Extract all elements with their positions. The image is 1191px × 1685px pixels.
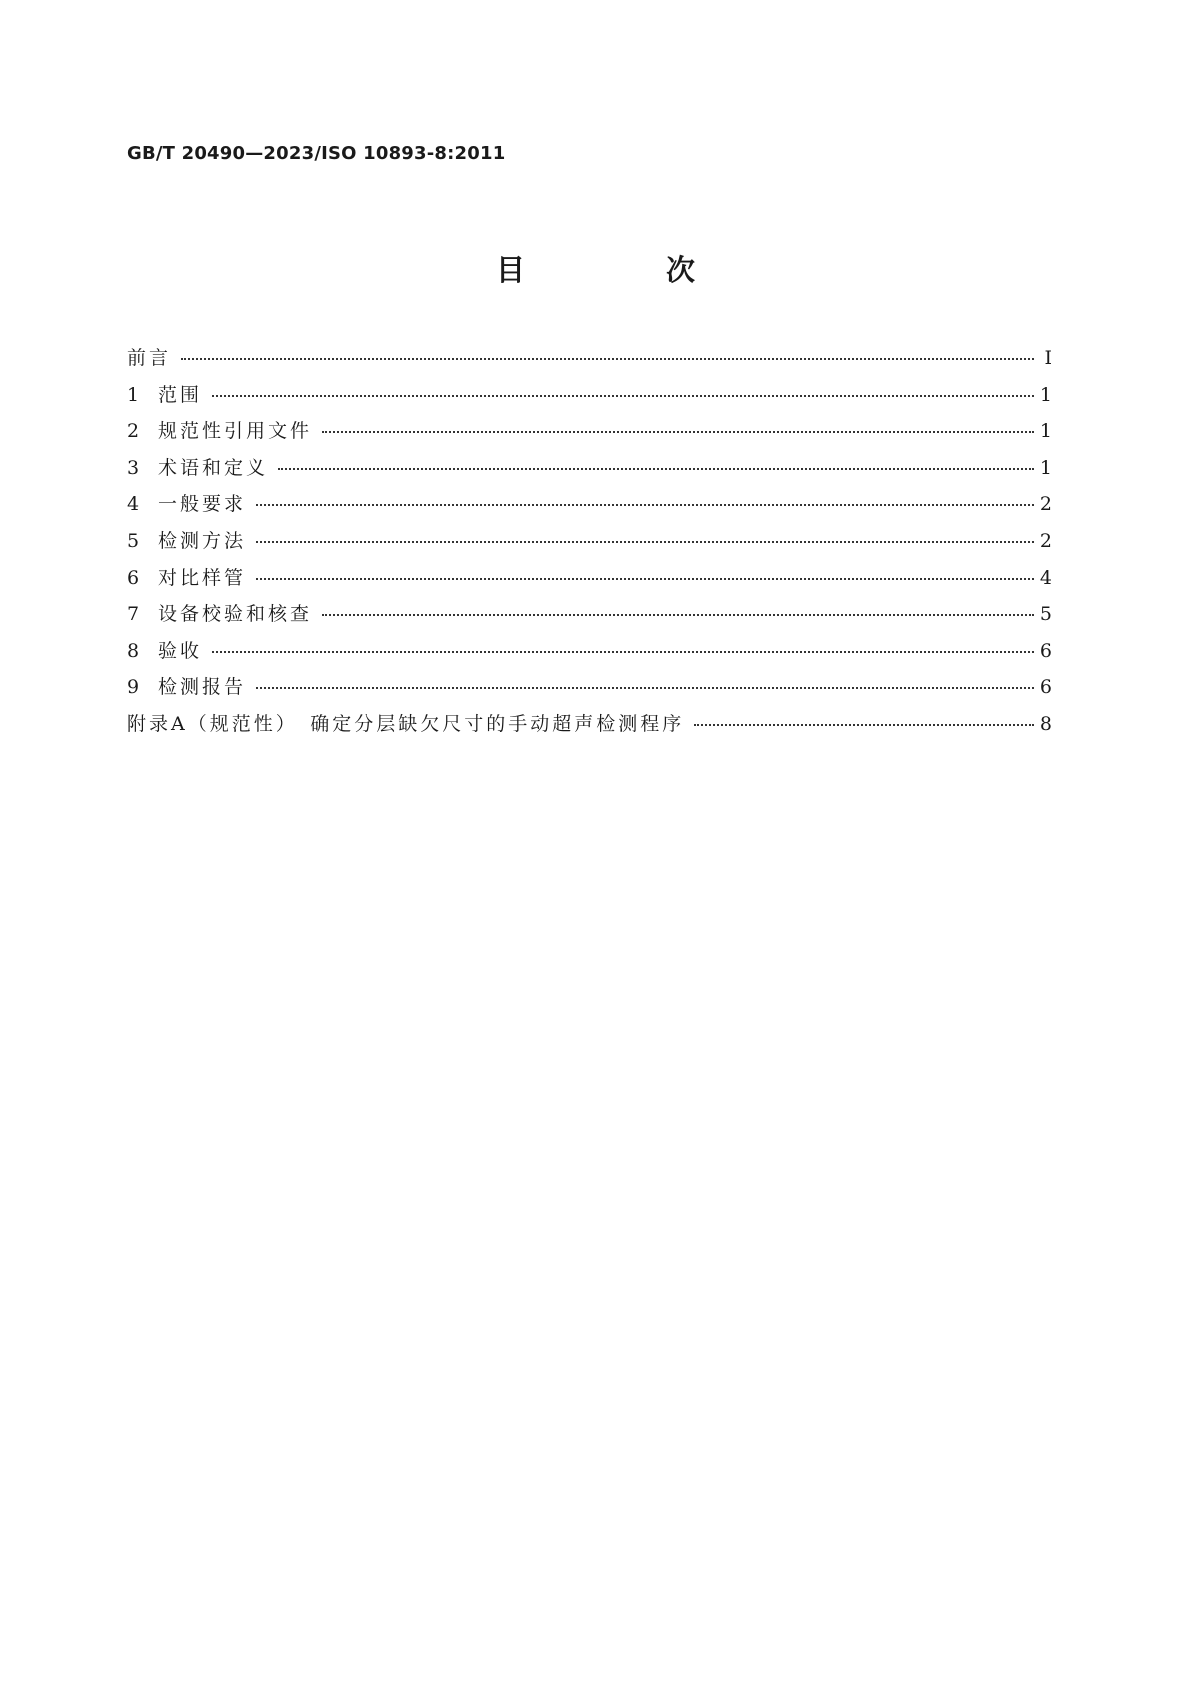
toc-entry-annex-a[interactable]	[127, 708, 1052, 745]
toc-entry-3[interactable]	[127, 452, 1052, 489]
toc-entry-number: 1	[127, 383, 140, 406]
page-title: 目 次	[495, 253, 751, 287]
dot-leader	[181, 342, 1034, 364]
toc-entry-page: Ⅰ	[1044, 347, 1052, 369]
dot-leader	[322, 598, 1034, 620]
toc-entry-page: 2	[1039, 529, 1052, 552]
toc-entry-label: 验收	[158, 639, 203, 662]
dot-leader	[212, 379, 1034, 401]
dot-leader	[256, 562, 1034, 584]
dot-leader	[322, 415, 1034, 437]
dot-leader	[694, 708, 1034, 730]
toc-entry-label: 前言	[127, 347, 172, 369]
toc-entry-label: 附录A（规范性） 确定分层缺欠尺寸的手动超声检测程序	[127, 712, 685, 735]
dot-leader	[278, 452, 1034, 474]
toc-entry-4[interactable]	[127, 488, 1052, 525]
toc-entry-page: 1	[1039, 420, 1052, 443]
toc-entry-label: 一般要求	[158, 493, 247, 516]
toc-entry-label: 设备校验和核查	[158, 603, 313, 626]
toc-entry-label: 术语和定义	[158, 456, 269, 479]
toc-entry-number: 7	[127, 603, 140, 626]
toc-entry-label: 对比样管	[158, 566, 247, 589]
toc-entry-label: 范围	[158, 383, 203, 406]
toc-entry-2[interactable]	[127, 415, 1052, 452]
toc-entry-page: 5	[1039, 603, 1052, 626]
toc-entry-5[interactable]	[127, 525, 1052, 562]
toc-entry-page: 6	[1039, 676, 1052, 699]
toc-entry-number: 3	[127, 456, 140, 479]
toc-entry-page: 1	[1039, 383, 1052, 406]
toc-entry-1[interactable]	[127, 379, 1052, 416]
toc-entry-number: 9	[127, 676, 140, 699]
toc-entry-8[interactable]	[127, 635, 1052, 672]
toc-entry-label: 规范性引用文件	[158, 420, 313, 443]
toc-entry-page: 1	[1039, 456, 1052, 479]
toc-entry-number: 6	[127, 566, 140, 589]
table-of-contents	[127, 342, 1052, 745]
dot-leader	[256, 671, 1034, 693]
toc-entry-page: 8	[1039, 712, 1052, 735]
toc-entry-number: 4	[127, 493, 140, 516]
toc-entry-page: 2	[1039, 493, 1052, 516]
toc-entry-number: 8	[127, 639, 140, 662]
toc-entry-foreword[interactable]	[127, 342, 1052, 379]
toc-entry-page: 4	[1039, 566, 1052, 589]
toc-entry-7[interactable]	[127, 598, 1052, 635]
dot-leader	[256, 488, 1034, 510]
toc-entry-label: 检测报告	[158, 676, 247, 699]
toc-entry-page: 6	[1039, 639, 1052, 662]
dot-leader	[256, 525, 1034, 547]
standard-code: GB/T 20490—2023/ISO 10893-8:2011	[127, 143, 506, 164]
toc-entry-label: 检测方法	[158, 529, 247, 552]
dot-leader	[212, 635, 1034, 657]
toc-entry-6[interactable]	[127, 562, 1052, 599]
toc-entry-number: 2	[127, 420, 140, 443]
toc-entry-number: 5	[127, 529, 140, 552]
toc-entry-9[interactable]	[127, 671, 1052, 708]
